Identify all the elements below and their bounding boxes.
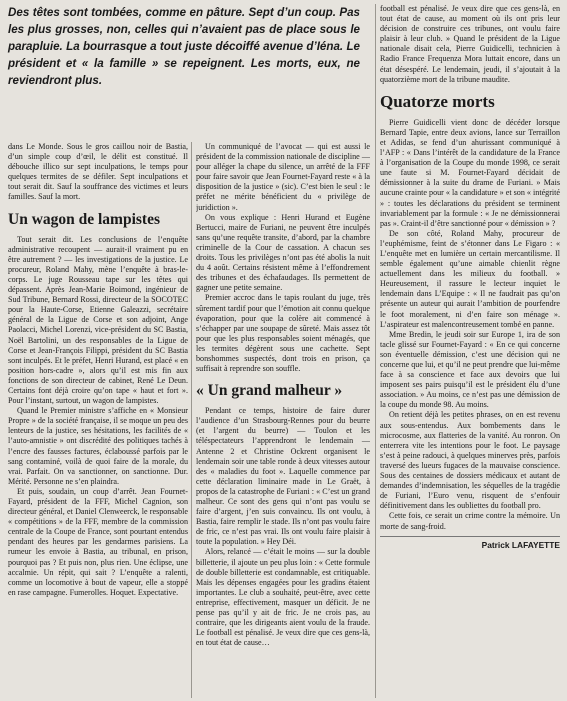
paragraph: dans Le Monde. Sous le gros caillou noir de Bastia, d’un simple coup d’œil, le délit est constitué. Il débouche illico sur sept inculpations, le temps pour quelques termites de se défiler. Sept inculpations et tout serait dit. Sauf la souffrance des victimes et leurs familles. Sauf la mort. (8, 142, 188, 202)
paragraph: Alors, relancé — c’était le moins — sur la double billetterie, il ajoute un peu plus loin : « Cette formule de double billetterie est condamnable, est critiquable. Mais les dépenses engagées pour les gradins étaient importantes. Le club a souhaité, peut-être, avec cette entreprise, effectivement, masquer un déficit. Je ne pense pas qu’il y ait de fric. Je ne crois pas, au contraire, que les dirigeants aient voulu de la fraude. Le football est pénalisé. Je veux dire que ces gens-là, en tout état de cause… (196, 547, 370, 648)
paragraph: De son côté, Roland Mahy, procureur de l’euphémisme, feint de s’étonner dans Le Figaro : « L’enquête met en lumière un certain mercantilisme. Il semble également qu’une aimable chienlit règne actuellement dans les milieux du football. » Heureusement, il rassure le lecteur inquiet le lendemain dans L’Equipe : « Il ne faudrait pas qu’on présente un auteur qui aurait l’ambition de pourfendre le foot moralement, ni d’en faire son ménage ». L’aspirateur est malencontreusement tombé en panne. (380, 228, 560, 329)
column-rule (191, 142, 192, 698)
paragraph: Et puis, soudain, un coup d’arrêt. Jean Fournet-Fayard, président de la FFF, Michel Cagnion, son directeur général, et Daniel Clenweerck, le responsable « compétitions » de la FFF, membre de la commission centrale de la Coupe de France, sont pourtant entendus pendant des heures par les gendarmes parisiens. La rumeur les envoie à Bastia, au tribunal, en prison, pourquoi pas ? Et puis non, plus rien. Une éclipse, une accalmie. Un répit, qui sait ? L’enquête a ralenti, comme un locomotive à bout de vapeur, elle a stoppé en rase campagne. Fumerolles. Hoquet. Expectative. (8, 486, 188, 597)
section-heading-quatorze-morts: Quatorze morts (380, 91, 495, 111)
paragraph: Mme Bredin, le jeudi soir sur Europe 1, ira de son tacle glissé sur Fournet-Fayard : « En ce qui concerne son éventuelle démission, c’est une décision qui ne concerne que lui, et qu’il ne peut prendre que lui-même face à sa conscience et face aux devoirs que lui imposent ses pairs puisqu’il est le président élu d’une association. » Au moins, ce n’est pas une démission de la coupe du monde 98. Au moins. (380, 329, 560, 410)
paragraph: Pendant ce temps, histoire de faire durer l’audience d’un Strasbourg-Rennes pour du beurre (et l’argent du beurre) — Toulon et les téléspectateurs l’apprendront le lendemain — Antenne 2 et Christine Ockrent organisent le lendemain soir une table ronde à deux vitesses autour des « maladies du foot ». Laquelle commence par cette déclaration liminaire made in Le Graët, à propos de la catastrophe de Furiani : « C’est un grand malheur. Ce sont des gens qui n’ont pas voulu se faire d’argent, j’en suis convaincu. Ils ont voulu, à Bastia, faire remplir le stade. Ils n’ont pas voulu faire de fric, ce n’est pas vrai. Ils ont voulu faire plaisir à toute la population. » Hey Déi. (196, 406, 370, 547)
paragraph: Quand le Premier ministre s’affiche en « Monsieur Propre » de la société française, il se moque un peu des lenteurs de la justice, ses hésitations, les facilités de « l’auto-amnistie » ont discrédité des politiques tachés à l’encre des fausses factures, éclaboussé parfois par le sang contaminé, voilà de quoi faire de la morale, du vrai. Parfait. On va sanctionner, on sanctionne. Dur. Mérité. Personne ne s’en plaindra. (8, 406, 188, 486)
paragraph: Premier accroc dans le tapis roulant du juge, très sûrement tardif pour que l’émotion ait connu quelque évaporation, pour que la colère ait commencé à s’échapper par une soupape de sûreté. Mais assez tôt pour que les plus responsables soient ménagés, que les termites dégèrent sous une cachette. Sept bonshommes suspectés, dont trois en prison, ça suffisait à reprendre son souffle. (196, 293, 370, 374)
paragraph: football est pénalisé. Je veux dire que ces gens-là, en tout état de cause, au moment où ils ont pris leur décision de construire ces tribunes, ont voulu faire plaisir à leur club. » Quand le président de la Ligue nationale disait cela, Pierre Guidicelli, technicien à Radio France Frequenza Mora luttait encore, dans un état désespéré. Le lendemain, jeudi, il s’ajoutait à la quatorzième mort de la tribune maudite. (380, 4, 560, 84)
paragraph: Un communiqué de l’avocat — qui est aussi le président de la commission nationale de discipline — pour alléger la chape du silence, un arrêté de la FFF pour faire savoir que Jean Fournet-Fayard reste « à la disposition de la justice » (sic). C’est bien le seul : le préfet ne mérite bénéficient du « privilège de juridiction ». (196, 142, 370, 212)
section-heading-wagon: Un wagon de lampistes (8, 210, 161, 228)
paragraph: On vous explique : Henri Hurand et Eugène Bertucci, maire de Furiani, ne peuvent être inculpés sans qu’une requête transite, d’abord, par la chambre criminelle de la Cour de cassation. A chacun ses droits. Tous les privilèges n’ont pas été abolis la nuit du 4 août. Certains résistent même à l’effondrement des tribunes et des échafaudages. Ils permettent de gagner une petite semaine. (196, 212, 370, 293)
author-signature: Patrick LAFAYETTE (380, 536, 560, 550)
paragraph: On retient déjà les petites phrases, on en est revenu aux sous-entendus. Aux bombements dans le microcosme, aux flatteries de la vanité. Au ronron. On enterrera vite les intentions pour le foot. Le paysage s’est à peine radouci, à quelques minerves près, parfois traversé des lueurs fugaces de la mauvaise conscience. Sous des centaines de dossiers médicaux et autant de demandes d’indemnisation, les séquelles de la tragédie de Furiani, l’Euro venu, risquent de s’enfouir définitivement dans les oubliettes du football pro. (380, 410, 560, 511)
article-column-3 (380, 4, 560, 698)
paragraph: Tout serait dit. Les conclusions de l’enquête administrative recoupent — aurait-il vraiment pu en être autrement ? — les investigations de la justice. Le procureur, Roland Mahy, mène l’enquête à bras-le-corps. Le juge Rousseau tape sur les têtes qui dépassent. Après Jean-Marie Boimond, ingénieur de Sud Tribune, Bernard Rossi, directeur de la SOCOTEC pour la Haute-Corse, Etienne Galeazzi, secrétaire général de la Ligue de Corse et son adjoint, Ange Paolacci, Michel Lorenzi, vice-président du SC Bastia, Noël Bartolini, un des responsables de la Ligue de Corse et Jean-François Filippi, président du SC Bastia sont inculpés. Et le préfet, Henri Hurand, est placé « en position hors-cadre », alors qu’il est mis fin aux fonctions de son directeur de cabinet, René Le Deun. Certains font déjà croire qu’on tape « haut et fort ». Pour l’instant, surtout, un wagon de lampistes. (8, 234, 188, 406)
article-column-1 (8, 142, 188, 698)
column-rule (375, 4, 376, 698)
paragraph: Pierre Guidicelli vient donc de décéder lorsque Bernard Tapie, entre deux avions, lance sur Terraillon et Adidas, se fend d’un ahurissant communiqué à l’AFP : « Dans l’intérêt de la candidature de la France à l’organisation de la Coupe du monde 1998, ce serait une faute si M. Fournet-Fayard décidait de démissionner à la suite du drame de Furiani. » Mais aucune crainte pour « la candidature » et son « intégrité » : toutes les déclarations du président se terminent invariablement par la formule : « Je ne démissionnerai pas ». Craint-il d’être sanctionné pour « démission » ? (380, 117, 560, 228)
article-lead: Des têtes sont tombées, comme en pâture. Sept d’un coup. Pas les plus grosses, non, celles qui n’avaient pas de place sous le parapluie. La bourrasque a tout juste décoiffé avenue d’Iéna. Le président et « la famille » se repeignent. Les morts, eux, ne reviendront plus. (8, 6, 360, 87)
paragraph: Cette fois, ce serait un crime contre la mémoire. Un morte de sang-froid. (380, 511, 560, 531)
section-heading-malheur: « Un grand malheur » (196, 382, 343, 400)
article-column-2 (196, 142, 370, 698)
